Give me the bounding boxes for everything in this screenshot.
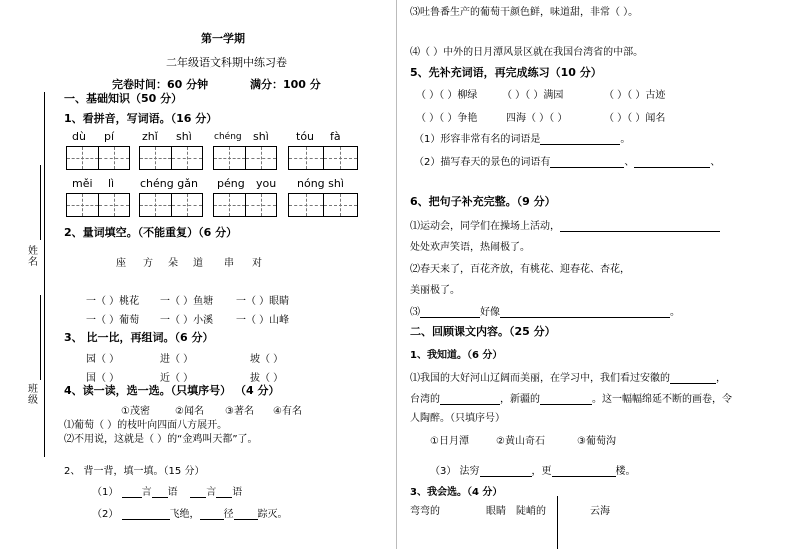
writing-grid[interactable] [66,146,130,170]
sentence-2b [410,281,460,296]
text: 、 [710,157,721,168]
answer-blank[interactable] [670,383,716,384]
pinyin: pí [104,130,115,143]
answer-blank[interactable] [420,317,480,318]
blank[interactable] [216,497,232,498]
idiom-blank: （ ）（ ）闻名 [604,113,666,124]
text: ，新疆的 [500,394,540,405]
idiom-blank: （ ）（ ）柳绿 [416,90,478,101]
k1-line-c: 人陶醉。（只填序号） [410,413,505,424]
q4-line-3: ⑶吐鲁番生产的葡萄干颜色鲜，味道甜，非常（ ）。 [410,7,639,18]
pinyin: tóu [296,130,315,143]
idiom-blank: 四海（ ）（ ） [506,113,568,124]
answer-blank[interactable] [540,144,620,145]
label: （1） [92,487,119,498]
q2-item: 一（ ）鱼塘 [160,296,214,307]
pinyin: fà [330,130,341,143]
text: 。 [620,134,631,145]
q3-item: 拔（ ） [250,373,284,384]
k1-option: ②黄山奇石 [496,436,545,447]
sentence-1 [410,217,720,232]
blank[interactable] [122,497,142,498]
text: ⑴运动会，同学们在操场上活动， [410,221,560,232]
q2-heading: 2、量词填空。（不能重复）（6 分） [64,226,238,239]
pinyin: péng [217,177,245,190]
binding-line [44,92,45,457]
measure-word: 方 [143,258,153,269]
k4-word: 云海 [590,506,610,517]
idiom-blank: （ ）（ ）争艳 [416,113,478,124]
measure-word: 串 [224,258,234,269]
q4-heading: 4、读一读，选一选。（只填序号） （4 分） [64,384,280,397]
q2-item: 一（ ）葡萄 [86,315,140,326]
blank[interactable] [152,497,168,498]
k4-heading: 3、我会选。（4 分） [410,487,503,498]
k3-line [430,462,636,477]
writing-grid[interactable] [288,193,358,217]
pinyin: dù [72,130,86,143]
pinyin: měi [72,177,93,190]
q3-item: 进（ ） [160,354,194,365]
q3-item: 近（ ） [160,373,194,384]
char: 语 [167,487,178,498]
q5-part-1 [414,130,630,145]
k1-heading: 1、我知道。（6 分） [410,350,503,361]
k1-option: ③葡萄沟 [577,436,616,447]
char: 语 [232,487,243,498]
pinyin: shì [253,130,269,143]
text: （1）形容非常有名的词语是 [414,134,541,145]
sentence-1b: 处处欢声笑语，热闹极了。 [410,242,530,253]
column-divider [396,0,397,549]
sentence-3 [410,303,680,318]
q3-item: 园（ ） [86,354,120,365]
k1-option: ①日月潭 [430,436,469,447]
writing-grid[interactable] [139,146,203,170]
text: 飞绝， [169,509,200,520]
name-blank [40,165,41,240]
q4-option: ④有名 [273,406,302,417]
text: ⑶ [410,307,420,318]
writing-grid[interactable] [213,146,277,170]
section-1-heading: 一、基础知识（50 分） [64,92,183,105]
pinyin: lì [108,177,115,190]
answer-blank[interactable] [540,404,592,405]
blank[interactable] [234,519,258,520]
measure-word: 对 [252,258,262,269]
q1-heading: 1、看拼音，写词语。（16 分） [64,112,218,125]
q2-item: 一（ ）桃花 [86,296,140,307]
text: 楼。 [615,466,636,477]
pinyin: zhǐ [142,130,158,143]
paper-title: 二年级语文科期中练习卷 [166,56,287,69]
text: 美丽极了。 [410,285,460,296]
text: （3） 法穷 [430,466,480,477]
pinyin: nóng shì [297,177,344,190]
text: 台湾的 [410,394,440,405]
q4-line-1: ⑴葡萄（ ）的枝叶向四面八方展开。 [64,420,228,431]
sentence-2: ⑵春天来了，百花齐放，有桃花、迎春花、杏花， [410,264,630,275]
idiom-blank: （ ）（ ）满园 [502,90,564,101]
class-blank [40,295,41,380]
exam-time: 完卷时间：60 分钟 [112,78,209,91]
q5-part-2 [414,153,720,168]
answer-blank[interactable] [550,167,624,168]
name-label: 姓名 [28,246,38,268]
answer-blank[interactable] [634,167,710,168]
answer-blank[interactable] [500,317,670,318]
term-label: 第一学期 [201,32,245,45]
measure-word: 道 [193,258,203,269]
text: ， [716,373,726,384]
measure-word: 朵 [168,258,178,269]
text: 、 [624,157,635,168]
text: 踪灭。 [257,509,288,520]
q4-option: ①茂密 [121,406,150,417]
k4-word: 弯弯的 [410,506,440,517]
k4-word: 眼睛 [486,506,506,517]
q5-heading: 5、先补充词语，再完成练习（10 分） [410,66,602,79]
q2-item: 一（ ）小溪 [160,315,214,326]
answer-blank[interactable] [480,476,532,477]
q4-option: ③著名 [225,406,254,417]
recite-line-1 [92,483,242,498]
q3-heading: 3、 比一比，再组词。（6 分） [64,331,214,344]
text: 。 [670,307,680,318]
recite-line-2 [92,505,288,520]
measure-word: 座 [116,258,126,269]
pinyin: you [256,177,277,190]
q3-item: 坡（ ） [250,354,284,365]
match-divider [557,496,558,549]
q4-line-2: ⑵不用说，这就是（ ）的“金鸡叫天都”了。 [64,434,258,445]
writing-grid[interactable] [139,193,203,217]
text: （2）描写春天的景色的词语有 [414,157,551,168]
q2-item: 一（ ）眼睛 [236,296,290,307]
char: 言 [206,487,217,498]
pinyin: chéng [214,132,242,142]
section-2-heading: 二、回顾课文内容。（25 分） [410,325,556,338]
q4-line-4: ⑷（ ）中外的日月潭风景区就在我国台湾省的中部。 [410,47,644,58]
text: 径 [223,509,234,520]
pinyin: shì [176,130,192,143]
idiom-blank: （ ）（ ）古迹 [604,90,666,101]
answer-blank[interactable] [440,404,500,405]
class-label: 班级 [28,384,38,406]
q4-option: ②闻名 [175,406,204,417]
text: 。这一幅幅绵延不断的画卷，令 [592,394,732,405]
writing-grid[interactable] [288,146,358,170]
answer-blank[interactable] [552,476,616,477]
label: （2） [92,509,119,520]
full-score: 满分：100 分 [250,78,321,91]
writing-grid[interactable] [66,193,130,217]
k1-line-b [410,390,732,405]
char: 言 [141,487,152,498]
text: 好像 [480,307,500,318]
k1-line-a [410,369,726,384]
blank[interactable] [200,519,224,520]
blank[interactable] [190,497,206,498]
answer-blank[interactable] [560,231,720,232]
pinyin: chéng gǎn [140,177,198,190]
recite-heading: 2、 背一背，填一填。（15 分） [64,466,205,477]
text: ⑴我国的大好河山辽阔而美丽，在学习中，我们看过安徽的 [410,373,670,384]
q6-heading: 6、把句子补充完整。（9 分） [410,195,556,208]
k4-word: 陡峭的 [516,506,546,517]
blank[interactable] [122,519,170,520]
text: ，更 [531,466,552,477]
q3-item: 国（ ） [86,373,120,384]
q2-item: 一（ ）山峰 [236,315,290,326]
writing-grid[interactable] [213,193,277,217]
